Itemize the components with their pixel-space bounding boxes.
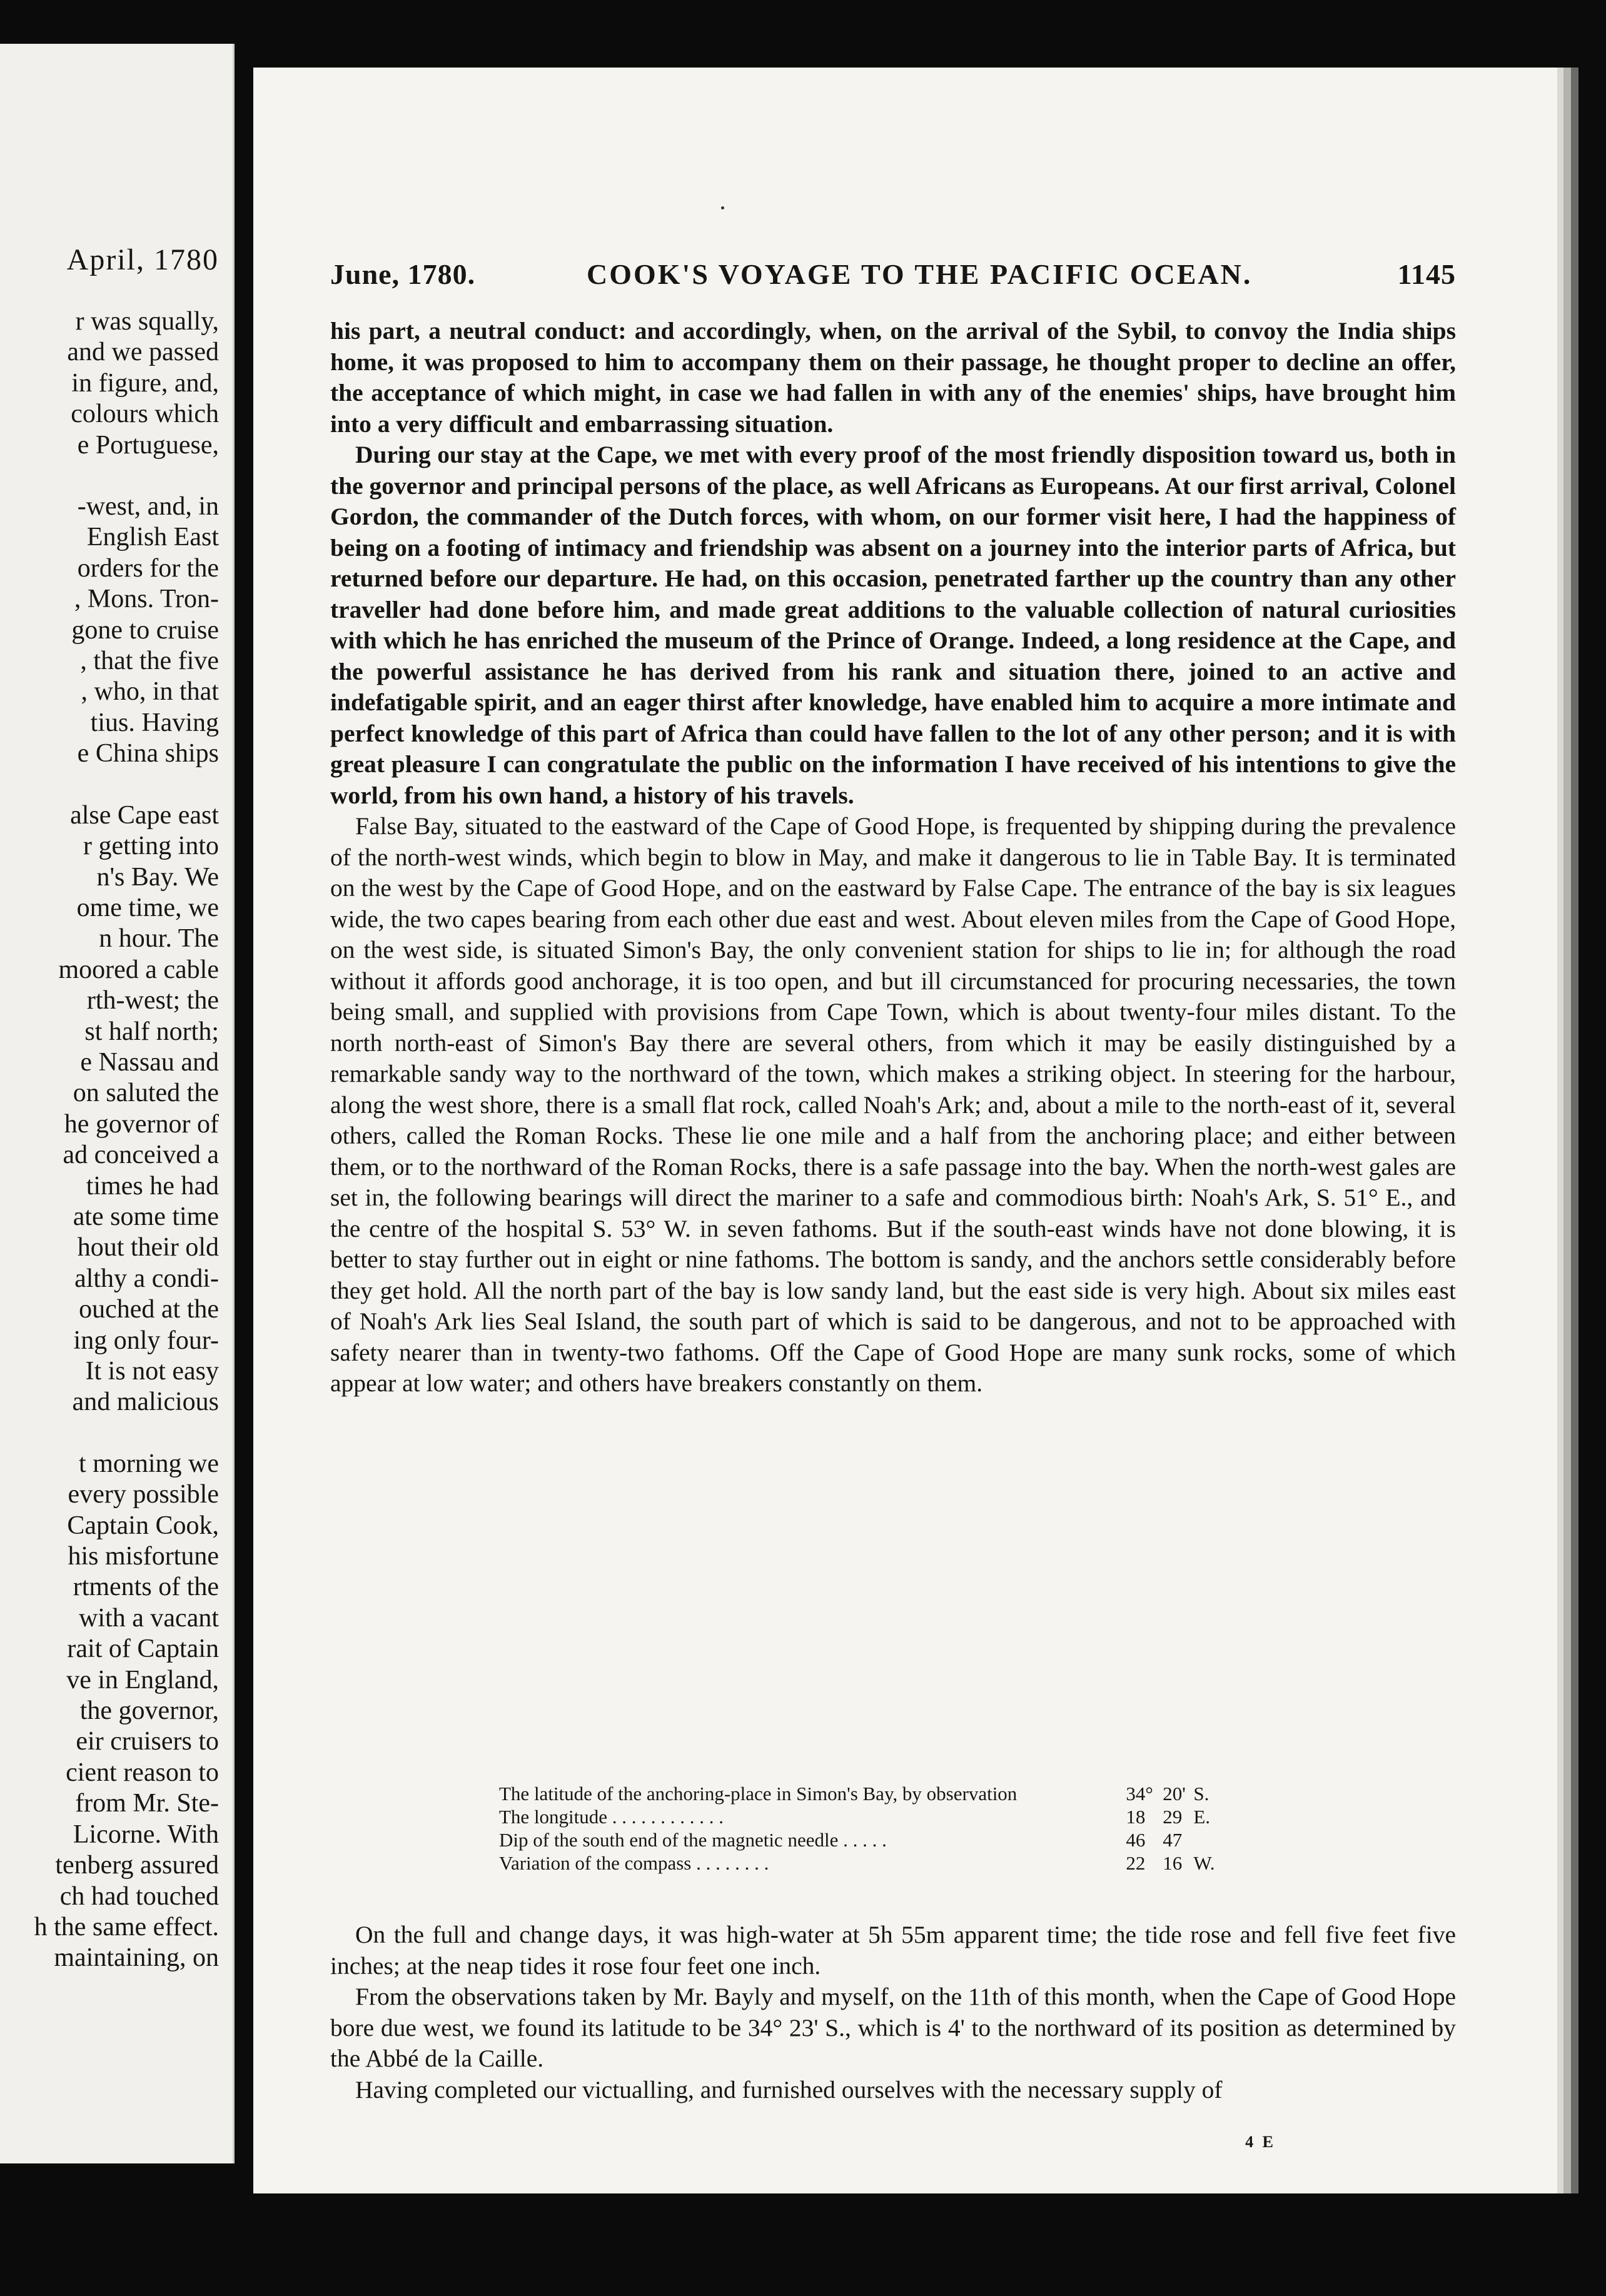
observation-row <box>499 1805 1218 1828</box>
left-page-line: the governor, <box>79 1696 219 1726</box>
observation-dir: E. <box>1193 1806 1211 1828</box>
left-page-line: h the same effect. <box>34 1912 219 1941</box>
left-page-line: tius. Having <box>90 708 219 737</box>
left-page-line: and malicious <box>72 1387 219 1417</box>
left-page-text <box>0 306 219 1974</box>
signature-mark: 4 E <box>1245 2133 1276 2151</box>
left-page-gap <box>0 461 219 491</box>
observation-min: 29 <box>1163 1806 1183 1828</box>
running-head-date: June, 1780. <box>330 258 476 290</box>
left-page-line: st half north; <box>84 1017 219 1046</box>
left-page-line: t morning we <box>79 1449 219 1478</box>
left-page-line: ve in England, <box>66 1665 219 1694</box>
left-page-line: maintaining, on <box>54 1943 219 1973</box>
observation-deg: 18 <box>1126 1806 1146 1828</box>
observations-table <box>499 1782 1218 1875</box>
main-text <box>330 316 1456 1399</box>
paragraph-continued: his part, a neutral conduct: and accordingly, when, on the arrival of the Sybil, to convoy the India ships home, it was proposed to him to accompany them on their passage, he thought proper to decline an offer, the acceptance of which might, in case we had fallen in with any of the enemies' ships, have brought him into a very difficult and embarrassing situation. <box>330 317 1456 438</box>
left-page-line: ad conceived a <box>63 1140 219 1170</box>
page-number: 1145 <box>1397 258 1456 290</box>
left-page-gap <box>0 770 219 800</box>
left-page-line: Captain Cook, <box>67 1511 219 1540</box>
observation-label: The latitude of the anchoring-place in Simon's Bay, by observation <box>499 1783 1018 1805</box>
left-page-line: times he had <box>86 1171 219 1201</box>
observation-row <box>499 1782 1218 1805</box>
left-page-line: e China ships <box>77 739 219 768</box>
left-page-line: moored a cable <box>58 955 219 984</box>
left-page-line: from Mr. Ste- <box>75 1789 219 1818</box>
paragraph-cape-stay: During our stay at the Cape, we met with every proof of the most friendly disposition toward us, both in the governor and principal persons of the place, as well Africans as Europeans. At our first arrival, Colonel Gordon, the commander of the Dutch forces, with whom, on our former visit here, I had the happiness of being on a footing of intimacy and friendship was absent on a journey into the interior parts of Africa, but returned before our departure. He had, on this occasion, penetrated farther up the country than any other traveller had done before him, and made great additions to the valuable collection of natural curiosities with which he has enriched the museum of the Prince of Orange. Indeed, a long residence at the Cape, and the powerful assistance he has derived from his rank and situation there, joined to an active and indefatigable spirit, and an eager thirst after knowledge, have enabled him to acquire a more intimate and perfect knowledge of this part of Africa than could have fallen to the lot of any other person; and it is with great pleasure I can congratulate the public on the information I have received of his intentions to give the world, from his own hand, a history of his travels. <box>330 441 1456 809</box>
left-page-line: , that the five <box>80 647 219 676</box>
left-page-line: gone to cruise <box>71 615 219 645</box>
observation-label: Dip of the south end of the magnetic needle . . . . . <box>499 1829 887 1851</box>
left-page-line: he governor of <box>64 1109 219 1139</box>
left-page-line: colours which <box>71 400 219 429</box>
left-page-line: n hour. The <box>99 924 219 954</box>
left-page-line: rth-west; the <box>86 986 219 1015</box>
left-page-line: in figure, and, <box>71 368 219 398</box>
left-page-line: ch had touched <box>59 1881 219 1911</box>
observation-deg: 22 <box>1126 1852 1146 1874</box>
closing-text <box>330 1920 1456 2105</box>
left-page-line: r getting into <box>83 832 219 861</box>
left-page-line: It is not easy <box>85 1357 219 1386</box>
left-page-line: ouched at the <box>79 1295 219 1324</box>
left-page-line: e Nassau and <box>80 1047 219 1077</box>
observation-label: The longitude . . . . . . . . . . . . <box>499 1806 724 1828</box>
running-head-title: COOK'S VOYAGE TO THE PACIFIC OCEAN. <box>587 258 1253 290</box>
observation-label: Variation of the compass . . . . . . . . <box>499 1852 769 1874</box>
left-page-line: ome time, we <box>76 893 219 922</box>
observation-min: 20' <box>1163 1783 1186 1805</box>
paragraph-latitude: From the observations taken by Mr. Bayly and myself, on the 11th of this month, when the Cape of Good Hope bore due west, we found its latitude to be 34° 23' S., which is 4' to the northward of its position as determined by the Abbé de la Caille. <box>330 1983 1456 2072</box>
paragraph-victualling: Having completed our victualling, and furnished ourselves with the necessary supply of <box>355 2075 1223 2103</box>
previous-page-strip <box>0 44 235 2163</box>
observation-deg: 46 <box>1126 1829 1146 1851</box>
ink-speck <box>721 206 724 209</box>
left-page-line: eir cruisers to <box>76 1727 219 1756</box>
left-page-line: with a vacant <box>79 1603 219 1633</box>
left-page-line: rait of Captain <box>67 1634 219 1664</box>
left-page-gap <box>0 1418 219 1449</box>
left-running-head: April, 1780 <box>66 243 219 276</box>
left-page-line: every possible <box>68 1480 219 1509</box>
left-page-line: r was squally, <box>75 307 219 336</box>
left-page-line: n's Bay. We <box>96 862 219 892</box>
left-page-line: ate some time <box>73 1202 219 1231</box>
observation-row <box>499 1828 1218 1851</box>
left-page-line: rtments of the <box>73 1573 219 1602</box>
left-page-line: his misfortune <box>68 1542 219 1571</box>
left-page-line: Licorne. With <box>73 1820 219 1849</box>
observation-deg: 34° <box>1126 1783 1153 1805</box>
left-page-line: althy a condi- <box>74 1264 219 1293</box>
left-page-line: -west, and, in <box>77 492 219 521</box>
left-page-line: orders for the <box>77 553 219 583</box>
observation-row <box>499 1851 1218 1875</box>
observation-dir <box>1193 1828 1218 1851</box>
left-page-line: , Mons. Tron- <box>74 585 219 614</box>
running-head <box>330 258 1456 295</box>
left-page-line: and we passed <box>67 338 219 367</box>
observation-dir: W. <box>1193 1852 1215 1874</box>
observation-min: 47 <box>1163 1829 1183 1851</box>
observation-dir: S. <box>1193 1783 1210 1805</box>
paragraph-false-bay: False Bay, situated to the eastward of the Cape of Good Hope, is frequented by shipping during the prevalence of the north-west winds, which begin to blow in May, and make it dangerous to lie in Table Bay. It is terminated on the west by the Cape of Good Hope, and on the eastward by False Cape. The entrance of the bay is six leagues wide, the two capes bearing from each other due east and west. About eleven miles from the Cape of Good Hope, on the west side, is situated Simon's Bay, the only convenient station for ships to lie in; for although the road without it affords good anchorage, it is too open, and but ill circumstanced for procuring necessaries, the town being small, and supplied with provisions from Cape Town, which is about twenty-four miles distant. To the north north-east of Simon's Bay there are several others, from which it may be easily distinguished by a remarkable sandy way to the northward of the town, which makes a striking object. In steering for the harbour, along the west shore, there is a small flat rock, called Noah's Ark; and, about a mile to the north-east of it, several others, called the Roman Rocks. These lie one mile and a half from the anchoring place; and either between them, or to the northward of the Roman Rocks, there is a safe passage into the bay. When the north-west gales are set in, the following bearings will direct the mariner to a safe and commodious birth: Noah's Ark, S. 51° E., and the centre of the hospital S. 53° W. in seven fathoms. But if the south-east winds have not done blowing, it is better to stay further out in eight or nine fathoms. The bottom is sandy, and the anchors settle considerably before they get hold. All the north part of the bay is low sandy land, but the east side is very high. About six miles east of Noah's Ark lies Seal Island, the south part of which is said to be dangerous, and not to be approached with safety nearer than in twenty-two fathoms. Off the Cape of Good Hope are many sunk rocks, some of which appear at low water; and others have breakers constantly on them. <box>330 812 1456 1397</box>
left-page-line: ing only four- <box>73 1326 219 1355</box>
book-page <box>253 68 1557 2193</box>
left-page-line: English East <box>86 523 219 552</box>
left-page-line: alse Cape east <box>70 800 219 830</box>
left-page-line: tenberg assured <box>55 1851 219 1880</box>
left-page-line: hout their old <box>77 1233 219 1262</box>
left-page-line: cient reason to <box>66 1758 219 1787</box>
left-page-line: e Portuguese, <box>77 430 219 460</box>
left-page-line: on saluted the <box>73 1079 219 1108</box>
observation-min: 16 <box>1163 1852 1183 1874</box>
paragraph-tides: On the full and change days, it was high-water at 5h 55m apparent time; the tide rose and fell five feet five inches; at the neap tides it rose four feet one inch. <box>330 1921 1456 1980</box>
left-page-line: , who, in that <box>81 677 219 707</box>
